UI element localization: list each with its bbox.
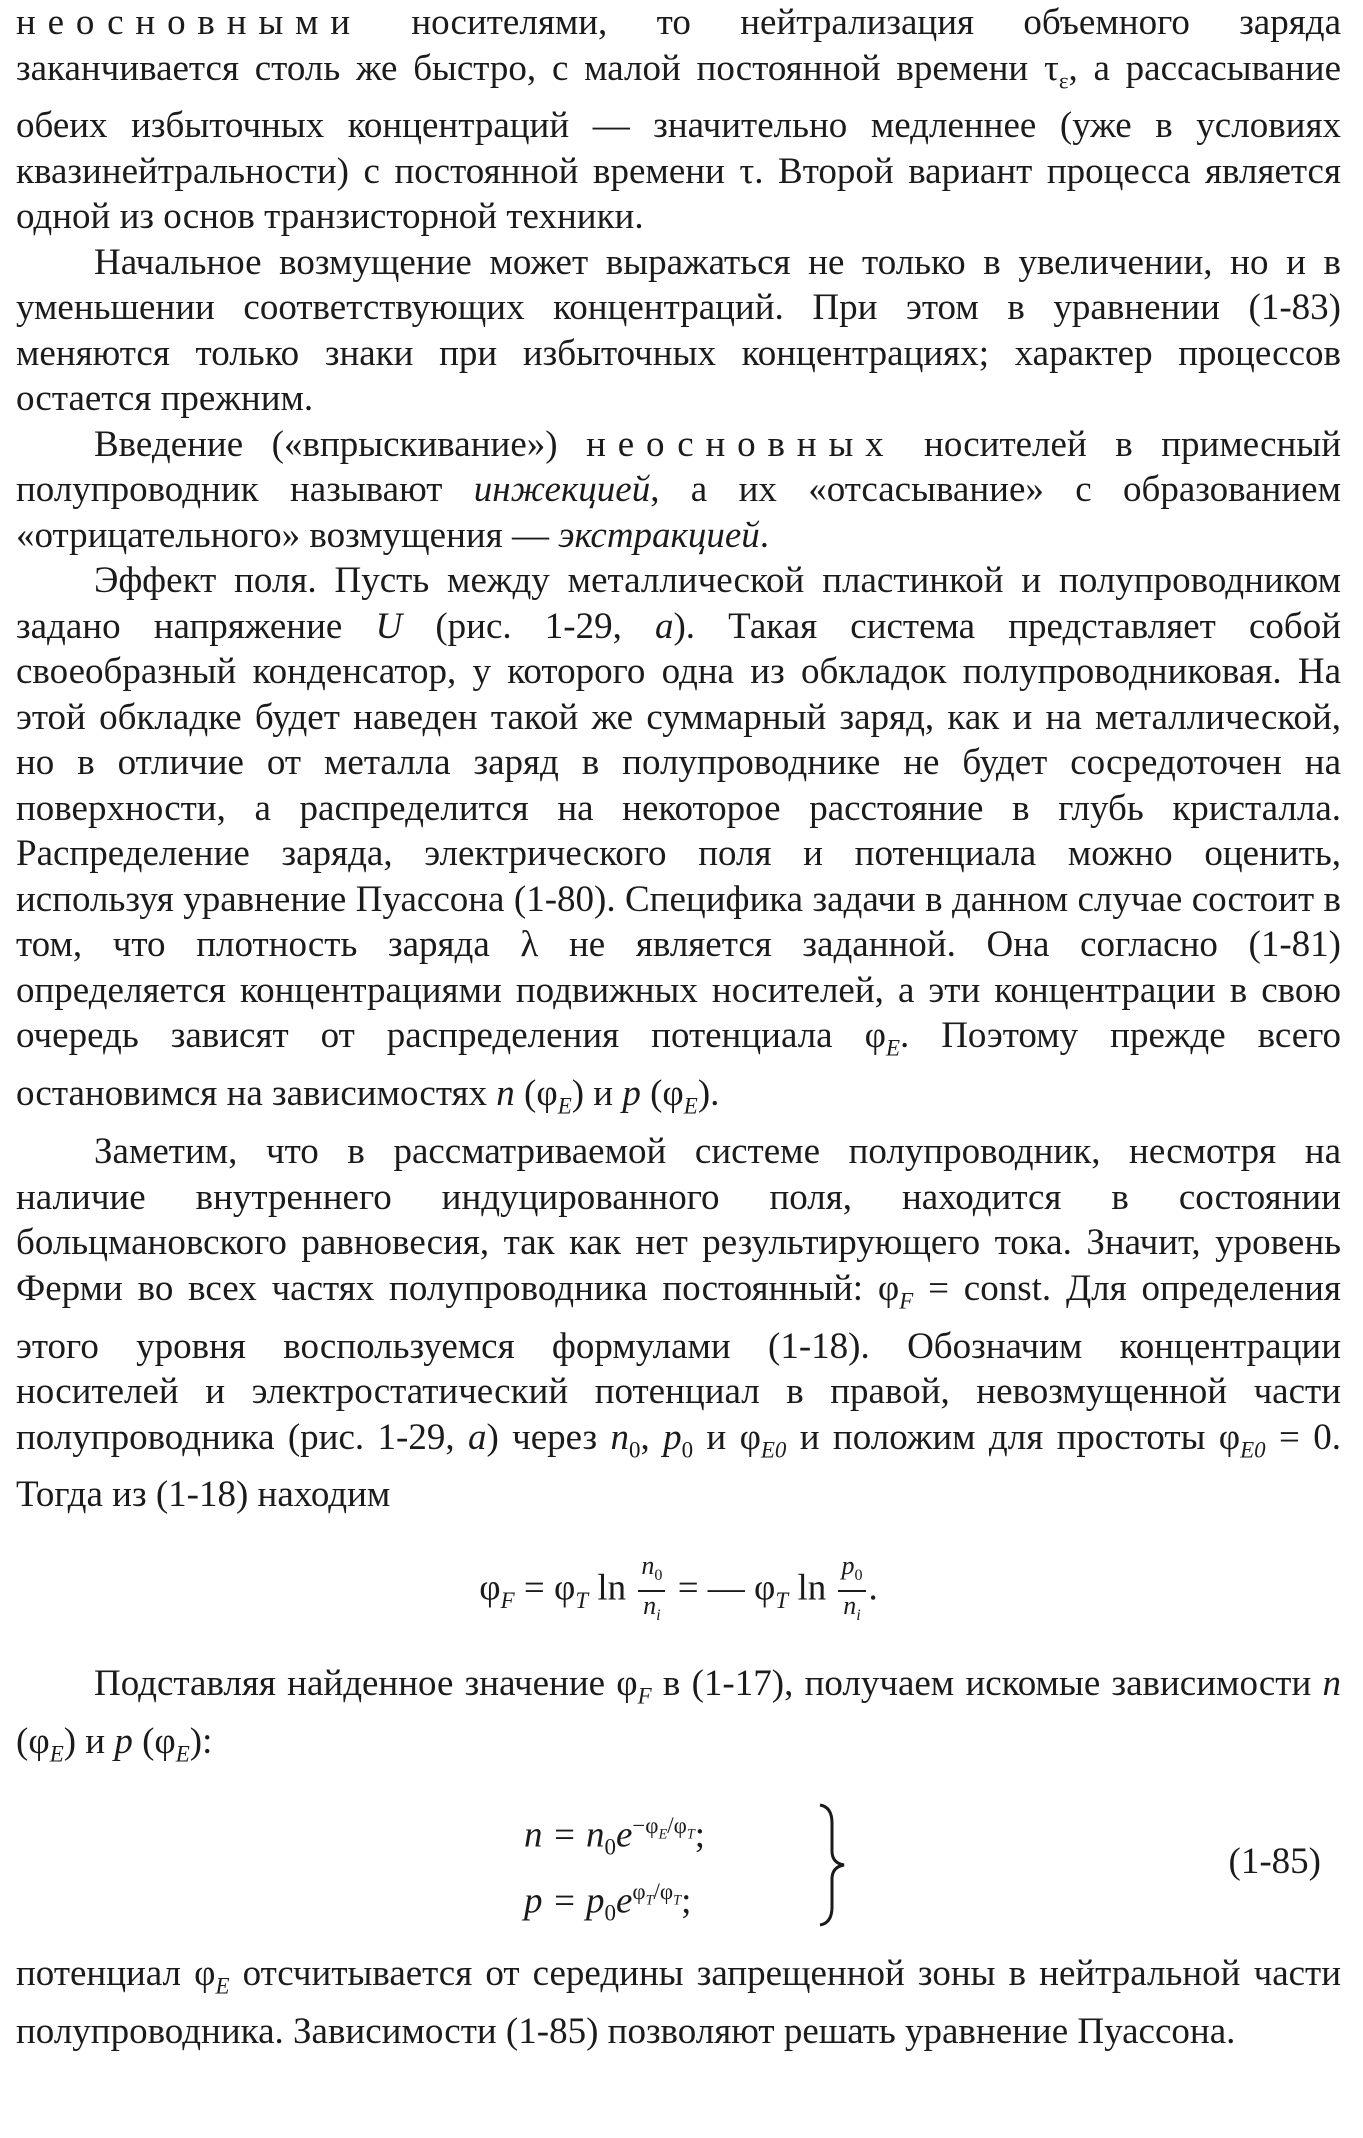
text-run: носителей в примесный полупроводник называют	[16, 423, 1342, 511]
eq-symbol: e	[615, 1880, 633, 1922]
symbol-p: p	[114, 1720, 133, 1762]
eq-symbol: = φ	[514, 1567, 576, 1609]
subscript: ε	[1058, 67, 1069, 93]
subscript: E	[683, 1093, 698, 1119]
exponent	[632, 1812, 695, 1843]
symbol-n: n	[1322, 1663, 1341, 1705]
equation-line-p	[524, 1867, 691, 1939]
text-run: и φ	[693, 1416, 761, 1458]
text-run: . Поэтому прежде всего остановимся на зависимостях	[16, 1015, 1341, 1115]
equation-line-n	[524, 1801, 705, 1873]
eq-symbol: .	[868, 1567, 878, 1609]
equation-system-1-85	[16, 1797, 1341, 1927]
numerator	[638, 1552, 665, 1592]
text-run: и положим для простоты φ	[786, 1416, 1241, 1458]
eq-subscript: T	[673, 1892, 682, 1909]
text-run: (φ	[640, 1073, 684, 1115]
eq-symbol: n	[843, 1591, 857, 1621]
text-run: (φ	[514, 1073, 558, 1115]
eq-subscript: E	[658, 1826, 668, 1843]
eq-symbol: −φ	[632, 1812, 659, 1838]
text-run: ) через	[486, 1416, 611, 1458]
text-run: ):	[189, 1720, 213, 1762]
right-brace-icon	[816, 1803, 850, 1927]
symbol-p: p	[663, 1416, 682, 1458]
text-run: (рис. 1-29,	[402, 605, 655, 647]
eq-symbol: n	[524, 1814, 543, 1856]
eq-symbol: φ	[632, 1878, 646, 1904]
paragraph-7	[16, 1951, 1341, 2054]
eq-symbol: p	[841, 1550, 855, 1580]
eq-symbol: /φ	[653, 1878, 674, 1904]
equation-number: (1-85)	[1228, 1840, 1321, 1882]
eq-subscript: T	[686, 1826, 695, 1843]
paragraph-6	[16, 1661, 1341, 1777]
italic-term-extraction: экстракцией	[558, 514, 760, 556]
spaced-word: неосновными	[16, 2, 362, 43]
eq-symbol: n	[641, 1550, 655, 1580]
exponent	[632, 1878, 682, 1909]
eq-subscript: 0	[604, 1834, 616, 1860]
subscript: E0	[760, 1436, 787, 1462]
eq-subscript: T	[575, 1588, 589, 1614]
numerator	[838, 1552, 865, 1592]
equation-fermi-level	[16, 1552, 1341, 1631]
eq-subscript: 0	[604, 1900, 616, 1926]
eq-subscript: F	[500, 1588, 515, 1614]
text-run: в (1-17), получаем искомые зависимости	[651, 1663, 1323, 1705]
figure-ref-letter: а	[467, 1416, 487, 1458]
eq-symbol: φ	[479, 1567, 501, 1609]
text-run: ,	[640, 1416, 664, 1458]
subscript: E0	[1240, 1436, 1266, 1462]
eq-subscript: i	[656, 1607, 661, 1625]
eq-symbol: = — φ	[668, 1567, 776, 1609]
denominator	[838, 1592, 865, 1630]
subscript: F	[637, 1683, 652, 1709]
text-run: ) и	[571, 1073, 623, 1115]
paragraph-3	[16, 422, 1341, 559]
fraction-p0-ni	[838, 1552, 865, 1630]
subscript: E	[557, 1093, 572, 1119]
subscript: F	[899, 1288, 914, 1314]
eq-symbol: = p	[542, 1880, 605, 1922]
text-run: Заметим, что в рассматриваемой системе полупроводник, несмотря на наличие внутреннего индуцированного поля, находится в состоянии больцмановского равновесия, так как нет результирующего тока. Значит, уровень Ферми во всех частях полупроводника постоянный: φ	[16, 1131, 1341, 1309]
fraction-n0-ni	[638, 1552, 665, 1630]
eq-symbol: ln	[588, 1567, 636, 1609]
subscript: 0	[681, 1436, 694, 1462]
italic-term-injection: инжекцией	[473, 469, 651, 511]
text-run: отсчитывается от середины запрещенной зоны в нейтральной части полупроводника. Зависимости (1-85) позволяют решать уравнение Пуассона.	[16, 1952, 1342, 2052]
eq-subscript: 0	[854, 1567, 863, 1585]
eq-symbol: ;	[694, 1814, 706, 1856]
text-run: = 0. Тогда из (1-18) находим	[16, 1416, 1341, 1516]
text-run: = const. Для определения этого уровня воспользуемся формулами (1-18). Обозначим концентрации носителей и электростатический потенциал в правой, невозмущенной части полупроводника (рис. 1-29,	[16, 1267, 1341, 1458]
text-run: , а рассасывание обеих избыточных концентраций — значительно медленнее (уже в условиях квазинейтральности) с постоянной времени τ. Второй вариант процесса является одной из основ транзисторной техники.	[16, 47, 1341, 238]
text-run: (φ	[132, 1720, 176, 1762]
eq-subscript: i	[856, 1607, 861, 1625]
text-run: (φ	[16, 1720, 50, 1762]
text-run: потенциал φ	[16, 1952, 216, 1994]
subscript: E	[49, 1741, 64, 1767]
text-run: Эффект поля. Пусть между металлической пластинкой и полупроводником задано напряжение	[16, 560, 1341, 647]
text-run: ). Такая система представляет собой своеобразный конденсатор, у которого одна из обкладок полупроводниковая. На этой обкладке будет наведен такой же суммарный заряд, как и на металлической, но в отличие от металла заряд в полупроводнике не будет сосредоточен на поверхности, а распределится на некоторое расстояние в глубь кристалла. Распределение заряда, электрического поля и потенциала можно оценить, используя уравнение Пуассона (1-80). Специфика задачи в данном случае состоит в том, что плотность заряда λ не является заданной. Она согласно (1-81) определяется концентрациями подвижных носителей, а эти концентрации в свою очередь зависят от распределения потенциала φ	[16, 605, 1341, 1057]
text-run: ) и	[63, 1720, 115, 1762]
subscript: E	[175, 1741, 190, 1767]
eq-symbol: n	[643, 1591, 657, 1621]
symbol-n: n	[496, 1073, 515, 1115]
paragraph-2: Начальное возмущение может выражаться не только в увеличении, но и в уменьшении соответствующих концентраций. При этом в уравнении (1-83) меняются только знаки при избыточных концентрациях; характер процессов остается прежним.	[16, 241, 1341, 420]
eq-symbol: /φ	[667, 1812, 687, 1838]
eq-subscript: T	[775, 1588, 789, 1614]
eq-subscript: 0	[654, 1567, 663, 1585]
eq-symbol: ln	[788, 1567, 836, 1609]
paragraph-5	[16, 1129, 1341, 1518]
denominator	[638, 1592, 665, 1630]
text-run: носителями, то нейтрализация объемного заряда заканчивается столь же быстро, с малой постоянной времени τ	[16, 2, 1341, 89]
symbol-n: n	[610, 1416, 629, 1458]
eq-symbol: p	[524, 1880, 543, 1922]
text-run: , а их «отсасывание» с образованием «отрицательного» возмущения —	[16, 469, 1341, 556]
figure-ref-letter: а	[654, 605, 674, 647]
text-run: ).	[697, 1073, 720, 1115]
text-run: Подставляя найденное значение φ	[94, 1663, 638, 1705]
text-run: .	[759, 514, 770, 556]
symbol-U: U	[375, 605, 403, 647]
text-run: Введение («впрыскивание»)	[94, 423, 587, 465]
paragraph-1	[16, 0, 1341, 240]
eq-subscript: T	[645, 1892, 654, 1909]
subscript: 0	[629, 1436, 641, 1462]
eq-symbol: ;	[681, 1880, 692, 1922]
subscript: E	[885, 1035, 900, 1061]
spaced-word: неосновных	[586, 423, 896, 465]
subscript: E	[215, 1973, 230, 1999]
eq-symbol: e	[615, 1814, 633, 1856]
eq-symbol: = n	[542, 1814, 605, 1856]
symbol-p: p	[622, 1073, 641, 1115]
paragraph-4	[16, 558, 1341, 1129]
